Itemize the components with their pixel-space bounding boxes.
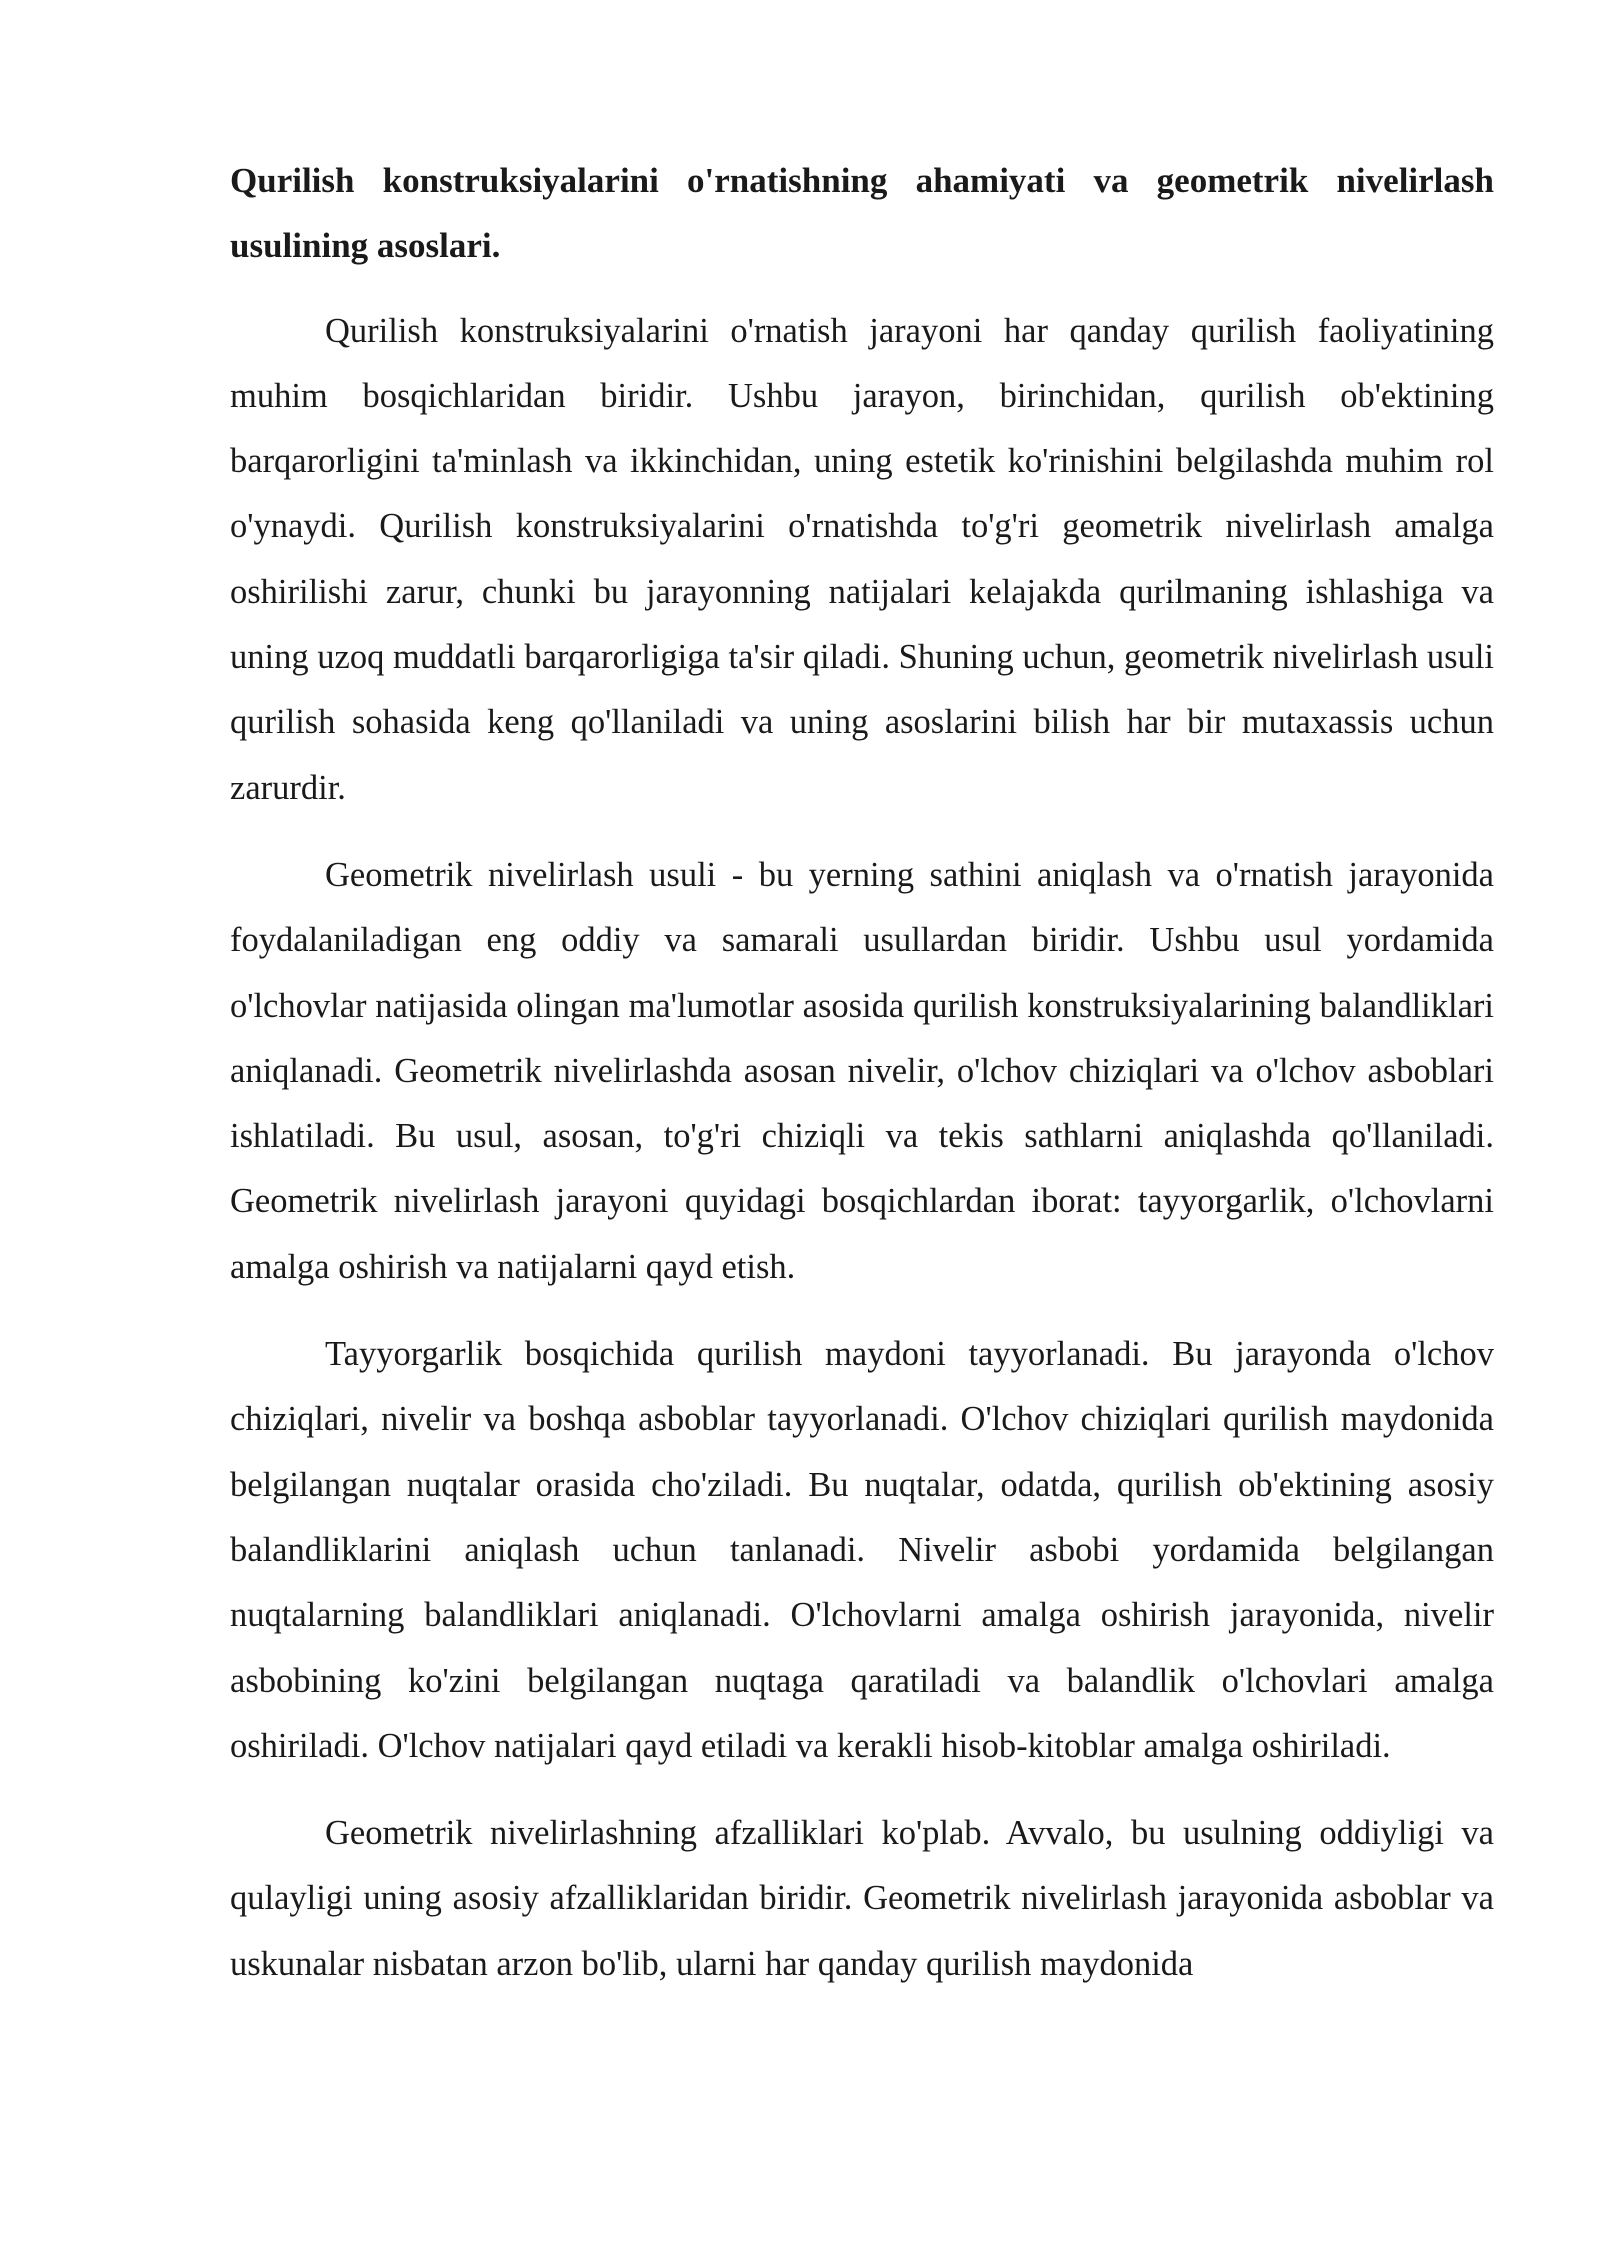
paragraph-3: Tayyorgarlik bosqichida qurilish maydoni tayyorlanadi. Bu jarayonda o'lchov chiziqlari, nivelir va boshqa asboblar tayyorlanadi. O'lchov chiziqlari qurilish maydonida belgilangan nuqtalar orasida cho'ziladi. Bu nuqtalar, odatda, qurilish ob'ektining asosiy balandliklarini aniqlash uchun tanlanadi. Nivelir asbobi yordamida belgilangan nuqtalarning balandliklari aniqlanadi. O'lchovlarni amalga oshirish jarayonida, nivelir asbobining ko'zini belgilangan nuqtaga qaratiladi va balandlik o'lchovlari amalga oshiriladi. O'lchov natijalari qayd etiladi va kerakli hisob-kitoblar amalga oshiriladi. — [230, 1335, 1494, 1765]
paragraph-4: Geometrik nivelirlashning afzalliklari ko'plab. Avvalo, bu usulning oddiyligi va qulayligi uning asosiy afzalliklaridan biridir. Geometrik nivelirlash jarayonida asboblar va uskunalar nisbatan arzon bo'lib, ularni har qanday qurilish maydonida — [230, 1814, 1494, 1983]
document-title: Qurilish konstruksiyalarini o'rnatishning ahamiyati va geometrik nivelirlash usulining asoslari. — [230, 161, 1494, 266]
paragraph-2: Geometrik nivelirlash usuli - bu yerning sathini aniqlash va o'rnatish jarayonida foydalaniladigan eng oddiy va samarali usullardan biridir. Ushbu usul yordamida o'lchovlar natijasida olingan ma'lumotlar asosida qurilish konstruksiyalarining balandliklari aniqlanadi. Geometrik nivelirlashda asosan nivelir, o'lchov chiziqlari va o'lchov asboblari ishlatiladi. Bu usul, asosan, to'g'ri chiziqli va tekis sathlarni aniqlashda qo'llaniladi. Geometrik nivelirlash jarayoni quyidagi bosqichlardan iborat: tayyorgarlik, o'lchovlarni amalga oshirish va natijalarni qayd etish. — [230, 855, 1494, 1286]
paragraph-1: Qurilish konstruksiyalarini o'rnatish jarayoni har qanday qurilish faoliyatining muhim bosqichlaridan biridir. Ushbu jarayon, birinchidan, qurilish ob'ektining barqarorligini ta'minlash va ikkinchidan, uning estetik ko'rinishini belgilashda muhim rol o'ynaydi. Qurilish konstruksiyalarini o'rnatishda to'g'ri geometrik nivelirlash amalga oshirilishi zarur, chunki bu jarayonning natijalari kelajakda qurilmaning ishlashiga va uning uzoq muddatli barqarorligiga ta'sir qiladi. Shuning uchun, geometrik nivelirlash usuli qurilish sohasida keng qo'llaniladi va uning asoslarini bilish har bir mutaxassis uchun zarurdir. — [230, 311, 1494, 807]
document-page — [230, 148, 1494, 2019]
